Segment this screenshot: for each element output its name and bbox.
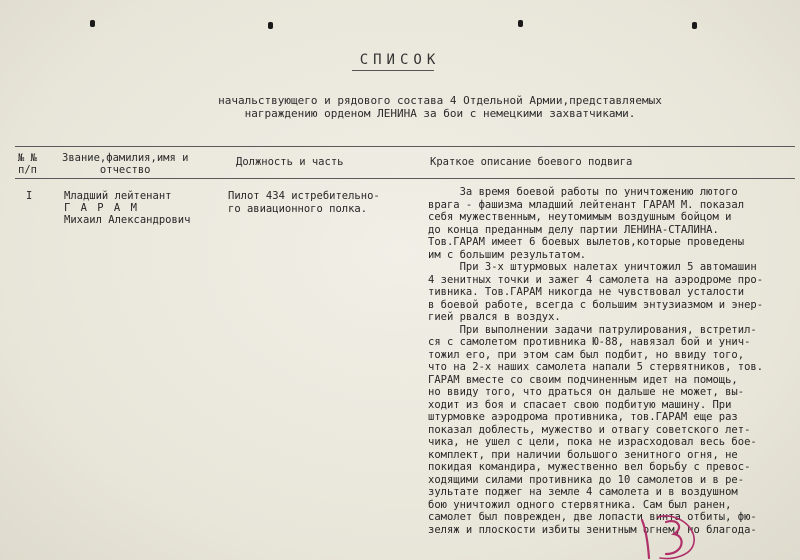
description-line: комплект, при наличии большого зенитного огня, не xyxy=(428,448,738,461)
title-underline xyxy=(352,70,434,71)
table-header-rule xyxy=(15,178,795,179)
header-number: № № п/п xyxy=(18,152,37,176)
description-line: но ввиду того, что драться он дальше не может, вы- xyxy=(428,386,745,398)
subtitle-line: награждению орденом ЛЕНИНА за бои с немецкими захватчиками. xyxy=(244,107,636,120)
description-line: что на 2-х наших самолета напали 5 стервятников, тов. xyxy=(428,361,764,373)
handwritten-page-number xyxy=(636,514,716,560)
position-line: Пилот 434 истребительно- xyxy=(228,190,380,202)
row-position xyxy=(228,190,380,215)
punch-hole xyxy=(90,20,95,27)
punch-hole xyxy=(518,20,523,27)
row-rank: Младший лейтенант xyxy=(64,190,172,202)
description-line: показал доблесть, мужество и отвагу советского лет- xyxy=(428,423,751,436)
header-position: Должность и часть xyxy=(236,156,344,168)
description-line: ГАРАМ вместе со своим подчиненным идет на помощь, xyxy=(428,373,738,386)
description-line: гией рвался в воздух. xyxy=(428,311,561,323)
description-line: чика, не ушел с цели, пока не израсходовал весь бое- xyxy=(428,436,757,448)
row-description xyxy=(428,186,800,536)
description-line: до конца преданным делу партии ЛЕНИНА-СТАЛИНА. xyxy=(428,223,719,236)
row-surname: Г А Р А М xyxy=(64,202,139,214)
description-line: покидая командира, мужественно вел борьбу с превос- xyxy=(428,461,751,473)
description-line: При 3-х штурмовых налетах уничтожил 5 автомашин xyxy=(428,261,757,273)
description-line: ся с самолетом противника Ю-88, навязал бой и унич- xyxy=(428,336,751,348)
description-line: ходящими силами противника до 10 самолетов и в ре- xyxy=(428,473,745,486)
punch-hole xyxy=(692,22,697,29)
description-line: 4 зенитных точки и зажег 4 самолета на аэродроме про- xyxy=(428,273,764,286)
punch-hole xyxy=(268,22,273,29)
description-line: тивника. Тов.ГАРАМ никогда не чувствовал усталости xyxy=(428,286,745,298)
description-line: ходит из боя и спасает свою подбитую машину. При xyxy=(428,398,732,411)
row-number: I xyxy=(26,190,33,202)
description-line: в боевой работе, всегда с большим энтузиазмом и энер- xyxy=(428,298,764,311)
position-line: го авиационного полка. xyxy=(228,202,368,215)
description-line: зеляж и плоскости избиты зенитным огнем, но благода- xyxy=(428,523,757,536)
description-line: За время боевой работы по уничтожению лютого xyxy=(428,186,738,198)
description-line: себя мужественным, неутомимым воздушным бойцом и xyxy=(428,211,732,223)
description-line: тожил его, при этом сам был подбит, но ввиду того, xyxy=(428,348,745,361)
description-line: При выполнении задачи патрулирования, встретил- xyxy=(428,323,757,336)
document-subtitle xyxy=(190,94,690,120)
document-title: СПИСОК xyxy=(359,52,441,68)
description-line: им с большим результатом. xyxy=(428,248,587,261)
description-line: врага - фашизма младший лейтенант ГАРАМ М. показал xyxy=(428,198,745,211)
header-description: Краткое описание боевого подвига xyxy=(430,156,633,168)
description-line: зультате поджег на земле 4 самолета и в воздушном xyxy=(428,486,738,498)
description-line: бою уничтожил одного стервятника. Сам был ранен, xyxy=(428,498,732,511)
row-given-names: Михаил Александрович xyxy=(64,214,191,226)
table-top-rule xyxy=(15,146,795,147)
description-line: Тов.ГАРАМ имеет 6 боевых вылетов,которые проведены xyxy=(428,236,745,248)
header-name: Звание,фамилия,имя и отчество xyxy=(62,152,189,176)
description-line: штурмовке аэродрома противника, тов.ГАРАМ еще раз xyxy=(428,411,738,423)
subtitle-line: начальствующего и рядового состава 4 Отдельной Армии,представляемых xyxy=(218,94,662,107)
description-line: самолет был поврежден, две лопасти винта отбиты, фю- xyxy=(428,511,757,523)
